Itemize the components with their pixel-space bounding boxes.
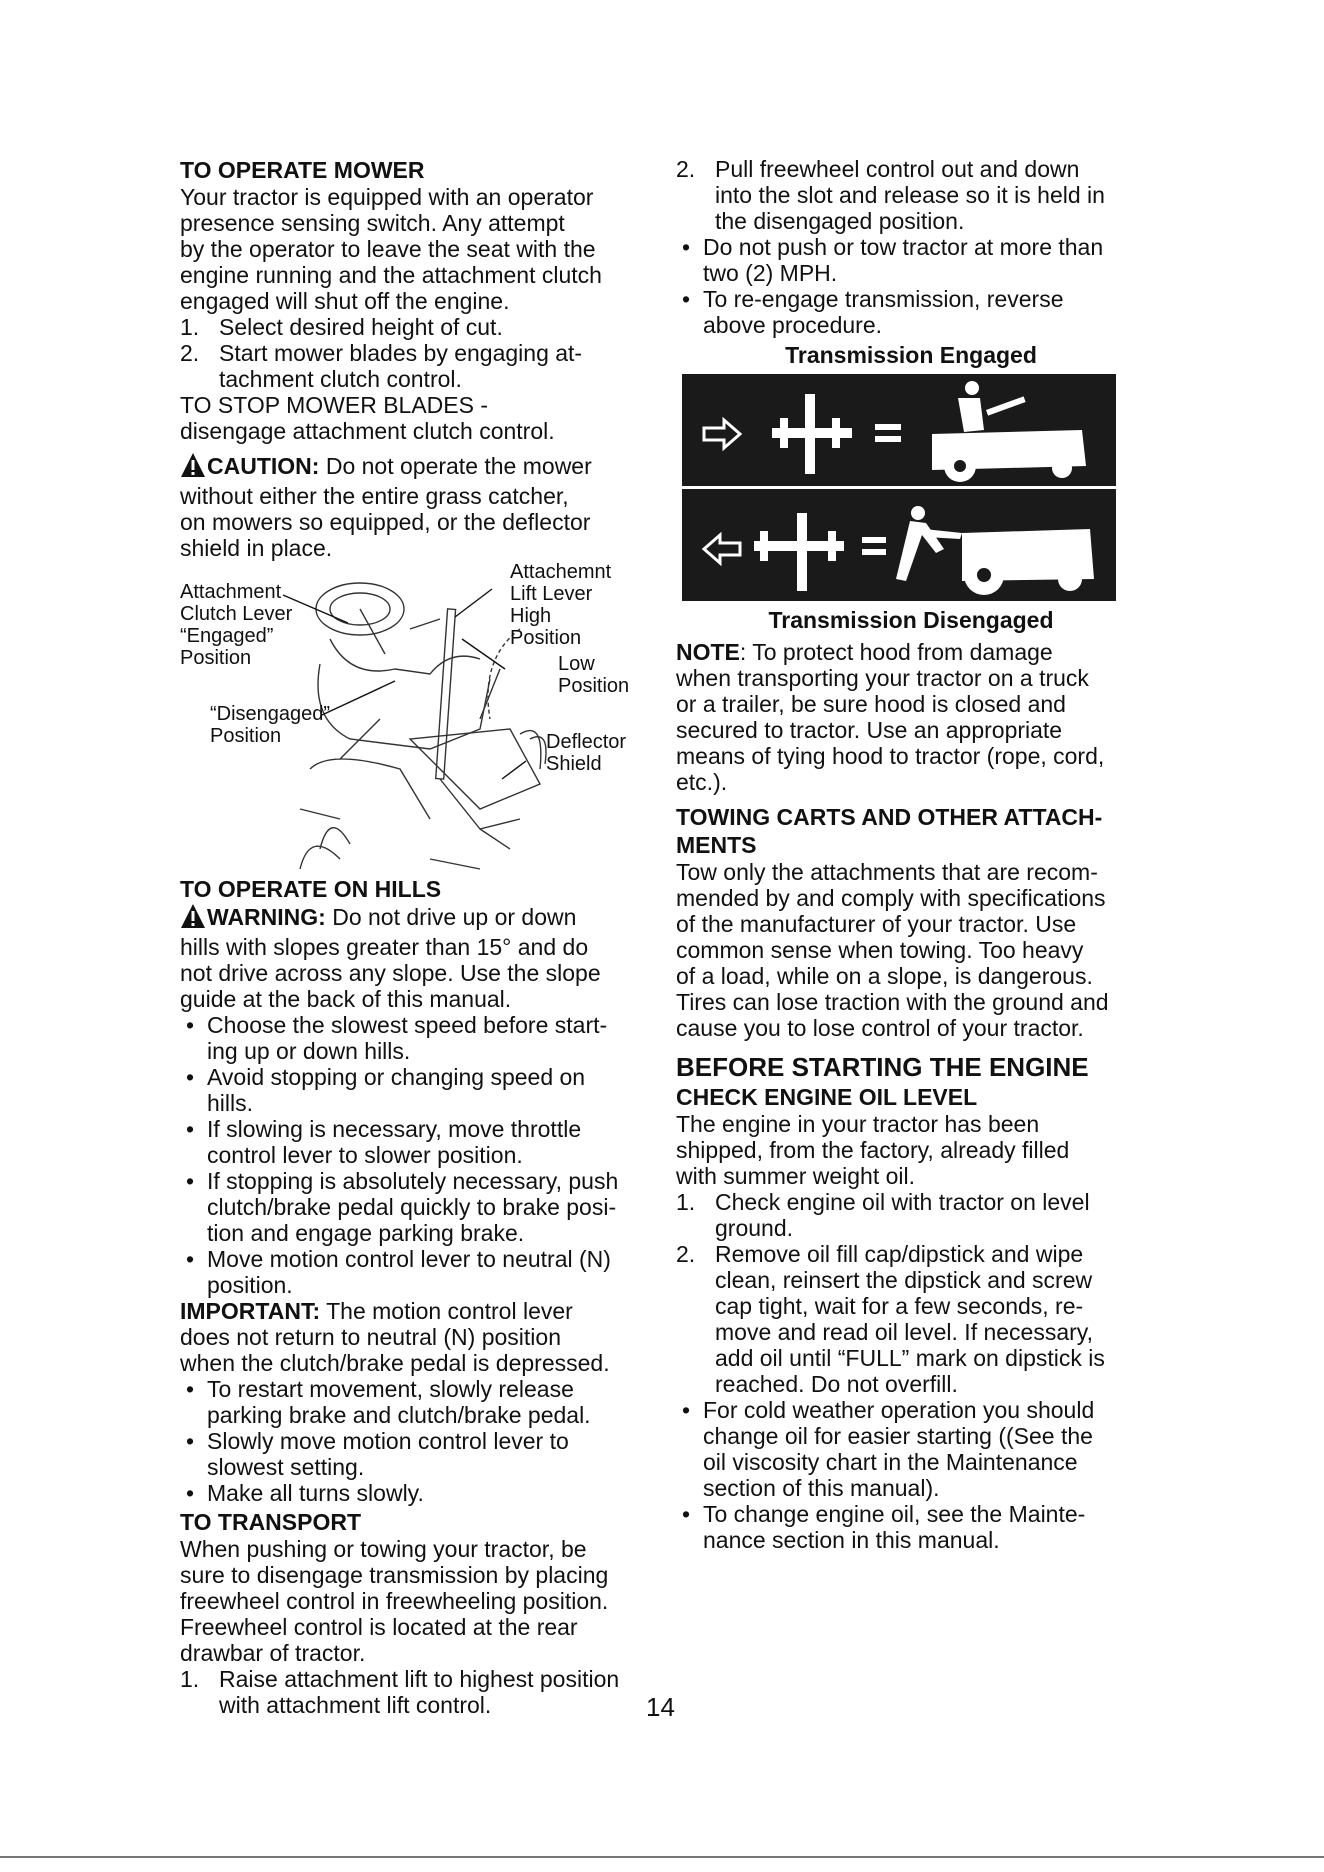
engaged-diagram [682, 374, 1116, 486]
disengaged-panel [682, 486, 1116, 601]
person-pushing-tractor-icon [896, 506, 1094, 595]
warning-block: WARNING: Do not drive up or down hills with slopes greater than 15° and do not drive across any slope. Use the slope guide at the back of this manual. [180, 904, 601, 1012]
mower-controls-figure [180, 561, 650, 875]
list-item: • Choose the slowest speed before start- ing up or down hills. [186, 1012, 608, 1064]
oil-step-2: 2. Remove oil fill cap/dipstick and wipe clean, reinsert the dipstick and screw cap tight, wait for a few seconds, re- move and read oil level. If necessary, add oil until “FULL” mark on dipstick is reached. Do not overfill. [676, 1241, 1105, 1397]
left-column [180, 156, 650, 1718]
mower-step-2: 2. Start mower blades by engaging at- tachment clutch control. [180, 340, 583, 392]
important-block: IMPORTANT: The motion control lever does not return to neutral (N) position when the clutch/brake pedal is depressed. [180, 1298, 610, 1376]
before-starting-heading: BEFORE STARTING THE ENGINE [676, 1052, 1089, 1082]
list-item: • If slowing is necessary, move throttle control lever to slower position. [186, 1116, 582, 1168]
caution-label: CAUTION: [207, 453, 320, 479]
bottom-rule [0, 1856, 1324, 1858]
list-item: • Make all turns slowly. [186, 1480, 424, 1506]
list-item: • Do not push or tow tractor at more than two (2) MPH. [682, 234, 1104, 286]
transmission-panel [682, 374, 1116, 601]
note-label: NOTE [676, 639, 740, 665]
hills-heading: TO OPERATE ON HILLS [180, 876, 442, 902]
right-column [676, 156, 1146, 1553]
important-label: IMPORTANT: [180, 1298, 321, 1324]
freewheel-lever-icon [772, 394, 852, 474]
list-item: • To restart movement, slowly release parking brake and clutch/brake pedal. [186, 1376, 591, 1428]
operate-mower-heading: TO OPERATE MOWER [180, 157, 425, 183]
transmission-engaged-title: Transmission Engaged [785, 342, 1037, 368]
transport-heading: TO TRANSPORT [180, 1509, 362, 1535]
operate-mower-intro: Your tractor is equipped with an operator presence sensing switch. Any attempt by the operator to leave the seat with the engine running and the attachment clutch engaged will shut off the engine. [180, 184, 602, 314]
towing-heading: TOWING CARTS AND OTHER ATTACH- MENTS [676, 804, 1103, 858]
stop-mower-blades: TO STOP MOWER BLADES - disengage attachment clutch control. [180, 392, 555, 444]
oil-intro: The engine in your tractor has been shipped, from the factory, already filled with summer weight oil. [676, 1111, 1070, 1189]
warning-triangle-icon [180, 452, 206, 483]
list-item: • Avoid stopping or changing speed on hills. [186, 1064, 586, 1116]
transport-step-1: 1. Raise attachment lift to highest position with attachment lift control. [180, 1666, 620, 1718]
warning-triangle-icon [180, 903, 206, 934]
list-item: • Slowly move motion control lever to slowest setting. [186, 1428, 569, 1480]
mower-step-1: 1. Select desired height of cut. [180, 314, 503, 340]
list-item: • For cold weather operation you should change oil for easier starting ((See the oil viscosity chart in the Maintenance section of this manual). [682, 1397, 1095, 1501]
warning-label: WARNING: [207, 904, 326, 930]
label-deflector-shield: Deflector Shield [546, 731, 627, 775]
label-lift-high: Attachemnt Lift Lever High Position [510, 561, 612, 649]
oil-step-1: 1. Check engine oil with tractor on level ground. [676, 1189, 1090, 1241]
transmission-disengaged-title: Transmission Disengaged [768, 607, 1054, 633]
towing-text: Tow only the attachments that are recom- mended by and comply with specifications of the manufacturer of your tractor. Use common sense when towing. Too heavy of a load, while on a slope, is dangerous. Tires can lose traction with the ground and cause you to lose control of your tractor. [676, 859, 1109, 1041]
list-item: • To re-engage transmission, reverse above procedure. [682, 286, 1064, 338]
transport-text: When pushing or towing your tractor, be sure to disengage transmission by placing freewheel control in freewheeling position. Freewheel control is located at the rear drawbar of tractor. [180, 1536, 609, 1666]
freewheel-lever-icon [754, 513, 844, 591]
note-block: NOTE: To protect hood from damage when transporting your tractor on a truck or a trailer, be sure hood is closed and secured to tractor. Use an appropriate means of tying hood to tractor (rope, cord, etc.). [676, 639, 1105, 795]
label-disengaged: “Disengaged” Position [210, 703, 331, 747]
list-item: • Move motion control lever to neutral (N) position. [186, 1246, 611, 1298]
engaged-panel [682, 374, 1116, 486]
list-item: • To change engine oil, see the Mainte- nance section in this manual. [682, 1501, 1086, 1553]
disengaged-diagram [682, 489, 1116, 601]
check-oil-subheading: CHECK ENGINE OIL LEVEL [676, 1084, 978, 1110]
transport-step-2: 2. Pull freewheel control out and down into the slot and release so it is held in the disengaged position. [676, 156, 1105, 234]
caution-block: CAUTION: Do not operate the mower without either the entire grass catcher, on mowers so equipped, or the deflector shield in place. [180, 453, 592, 561]
label-clutch-engaged: Attachment Clutch Lever “Engaged” Position [180, 581, 293, 669]
list-item: • If stopping is absolutely necessary, push clutch/brake pedal quickly to brake posi- tion and engage parking brake. [186, 1168, 619, 1246]
page-number: 14 [646, 1692, 675, 1722]
label-low-position: Low Position [558, 653, 630, 697]
